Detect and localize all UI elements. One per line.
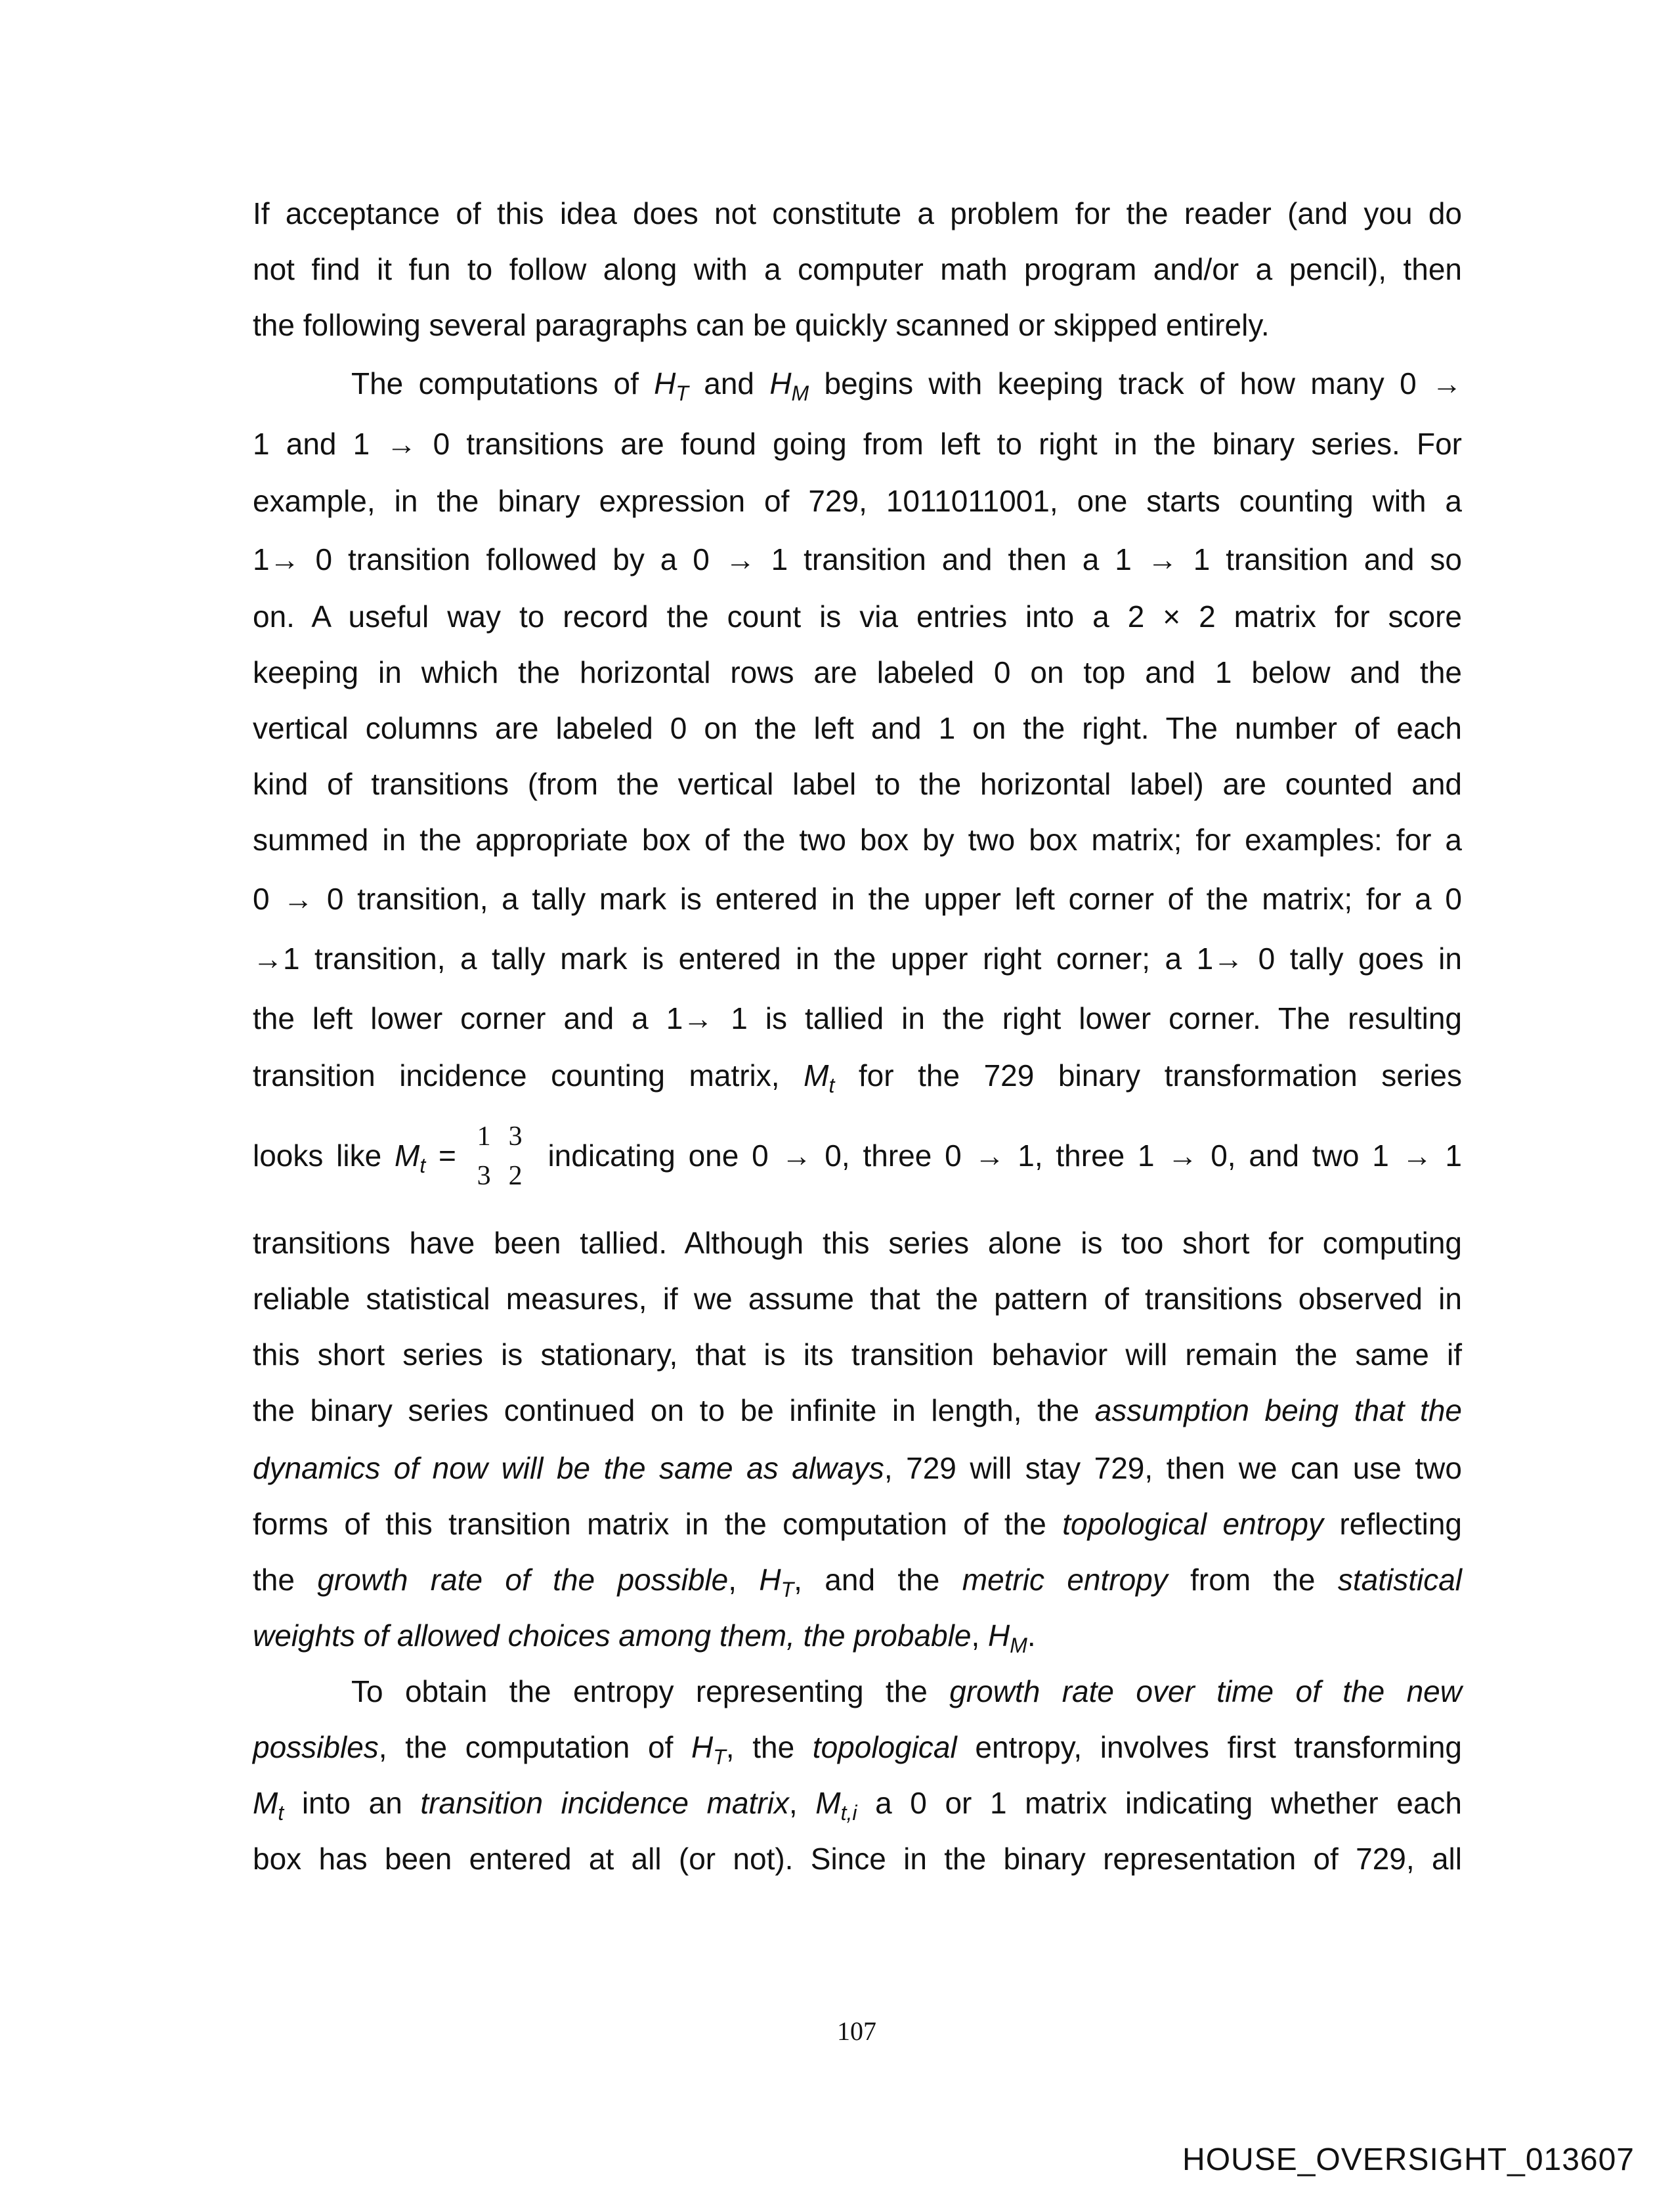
italic-text: H [759,1562,781,1597]
text-line [253,654,1462,691]
text-line [253,1121,1463,1191]
italic-text: M [804,1058,829,1093]
text-segment: not find it fun to follow along with a computer math program and/or a pencil), then [253,252,1462,287]
text-line [253,425,1462,462]
subscript: t [419,1153,426,1177]
text-line [253,1617,1462,1657]
text-segment: box has been entered at all (or not). Since in the binary representation of 729, all [253,1841,1462,1876]
italic-text: H [691,1729,714,1764]
italic-text: M [815,1785,841,1820]
text-line [253,307,1462,343]
subscript: T [676,381,689,406]
italic-text: topological [812,1729,957,1764]
text-line [253,1506,1462,1542]
bates-footer: HOUSE_OVERSIGHT_013607 [1182,2142,1635,2177]
text-segment: the following several paragraphs can be quickly scanned or skipped entirely. [253,308,1270,343]
text-line [253,1561,1463,1601]
text-segment: looks like [253,1138,395,1173]
text-line [253,1785,1462,1825]
italic-text: topological entropy [1062,1506,1323,1541]
text-line [253,195,1462,232]
text-segment: transitions have been tallied. Although this series alone is too short for computing [253,1226,1462,1261]
text-segment: , [971,1618,988,1653]
text-segment: , [788,1785,816,1820]
text-segment: vertical columns are labeled 0 on the left and 1 on the right. The number of each [253,711,1462,746]
italic-text: H [769,366,792,401]
text-segment: this short series is stationary, that is its transition behavior will remain the same if [253,1337,1462,1372]
text-segment: , and the [794,1562,962,1597]
text-segment: , the [725,1729,813,1764]
text-line [253,1057,1462,1098]
text-line [253,821,1462,858]
text-segment: transition incidence counting matrix, [253,1058,804,1093]
text-line [253,1729,1463,1769]
text-segment: begins with keeping track of how many 0 → [809,366,1462,401]
text-segment: To obtain the entropy representing the [351,1674,950,1708]
text-segment: a 0 or 1 matrix indicating whether each [857,1785,1462,1820]
subscript: t [278,1800,284,1825]
text-segment: the left lower corner and a 1→ 1 is tallied in the right lower corner. The resulting [253,1001,1462,1036]
text-line [253,251,1462,288]
text-segment: example, in the binary expression of 729, 1011011001, one starts counting with a [253,483,1462,518]
text-line [351,1673,1462,1710]
text-segment: entropy, involves first transforming [956,1729,1463,1764]
subscript: M [1010,1633,1027,1657]
text-segment: summed in the appropriate box of the two box by two box matrix; for examples: for a [253,823,1462,857]
text-line [253,541,1462,578]
text-segment: reliable statistical measures, if we assume that the pattern of transitions observed in [253,1282,1462,1316]
text-line [253,1840,1462,1877]
text-line [253,766,1462,802]
italic-text: H [988,1618,1010,1653]
matrix-cell: 1 [477,1121,491,1152]
text-segment: and [688,366,770,401]
text-segment: indicating one 0 → 0, three 0 → 1, three 1 → 0, and two 1 → 1 [534,1138,1463,1173]
italic-text: weights of allowed choices among them, the probable [253,1618,972,1653]
italic-text: metric entropy [962,1562,1168,1597]
text-line [253,1336,1462,1373]
matrix-cell: 2 [508,1160,523,1191]
italic-text: growth rate over time of the new [949,1674,1462,1708]
text-line [253,1225,1462,1261]
text-line [253,598,1462,635]
text-segment: the binary series continued on to be infinite in length, the [253,1393,1095,1428]
italic-text: dynamics of now will be the same as always [253,1450,884,1485]
subscript: t,i [840,1800,857,1825]
text-line [253,710,1462,747]
italic-text: M [395,1138,420,1173]
text-segment: The computations of [351,366,655,401]
subscript: T [713,1745,726,1769]
text-segment: forms of this transition matrix in the computation of the [253,1506,1063,1541]
text-segment: 1→ 0 transition followed by a 0 → 1 transition and then a 1 → 1 transition and so [253,542,1462,577]
italic-text: growth rate of the possible [317,1562,729,1597]
transition-matrix [469,1121,535,1191]
text-segment: keeping in which the horizontal rows are labeled 0 on top and 1 below and the [253,655,1462,690]
text-segment: into an [284,1785,421,1820]
text-line [253,940,1462,977]
italic-text: H [654,366,676,401]
subscript: M [791,381,809,406]
text-line [253,1392,1462,1429]
text-segment: , [728,1562,760,1597]
text-segment: . [1027,1618,1036,1653]
text-segment: If acceptance of this idea does not constitute a problem for the reader (and you do [253,196,1462,231]
italic-text: transition incidence matrix [420,1785,789,1820]
text-segment: kind of transitions (from the vertical label to the horizontal label) are counted and [253,767,1462,802]
italic-text: assumption being that the [1094,1393,1462,1428]
matrix-cell: 3 [477,1160,491,1191]
text-line [253,1000,1462,1037]
text-segment: on. A useful way to record the count is via entries into a 2 × 2 matrix for score [253,599,1462,634]
text-segment: 0 → 0 transition, a tally mark is entered in the upper left corner of the matrix; for a 0 [253,881,1462,916]
text-segment: reflecting [1323,1506,1462,1541]
italic-text: possibles [253,1729,379,1764]
text-segment: →1 transition, a tally mark is entered in the upper right corner; a 1→ 0 tally goes in [253,941,1462,976]
text-segment: , 729 will stay 729, then we can use two [884,1450,1462,1485]
italic-text: M [253,1785,278,1820]
text-segment: = [425,1138,469,1173]
text-segment: 1 and 1 → 0 transitions are found going from left to right in the binary series. For [253,426,1462,461]
italic-text: statistical [1337,1562,1463,1597]
page-number: 107 [837,2016,876,2046]
text-line [253,1280,1462,1317]
matrix-cell: 3 [508,1121,523,1152]
text-line [253,483,1462,519]
subscript: t [828,1073,835,1098]
text-segment: from the [1167,1562,1338,1597]
text-segment: the [253,1562,318,1597]
text-line [351,365,1462,406]
text-segment: for the 729 binary transformation series [834,1058,1462,1093]
subscript: T [781,1577,794,1601]
text-line [253,1450,1462,1486]
text-segment: , the computation of [378,1729,692,1764]
text-line [253,880,1462,917]
